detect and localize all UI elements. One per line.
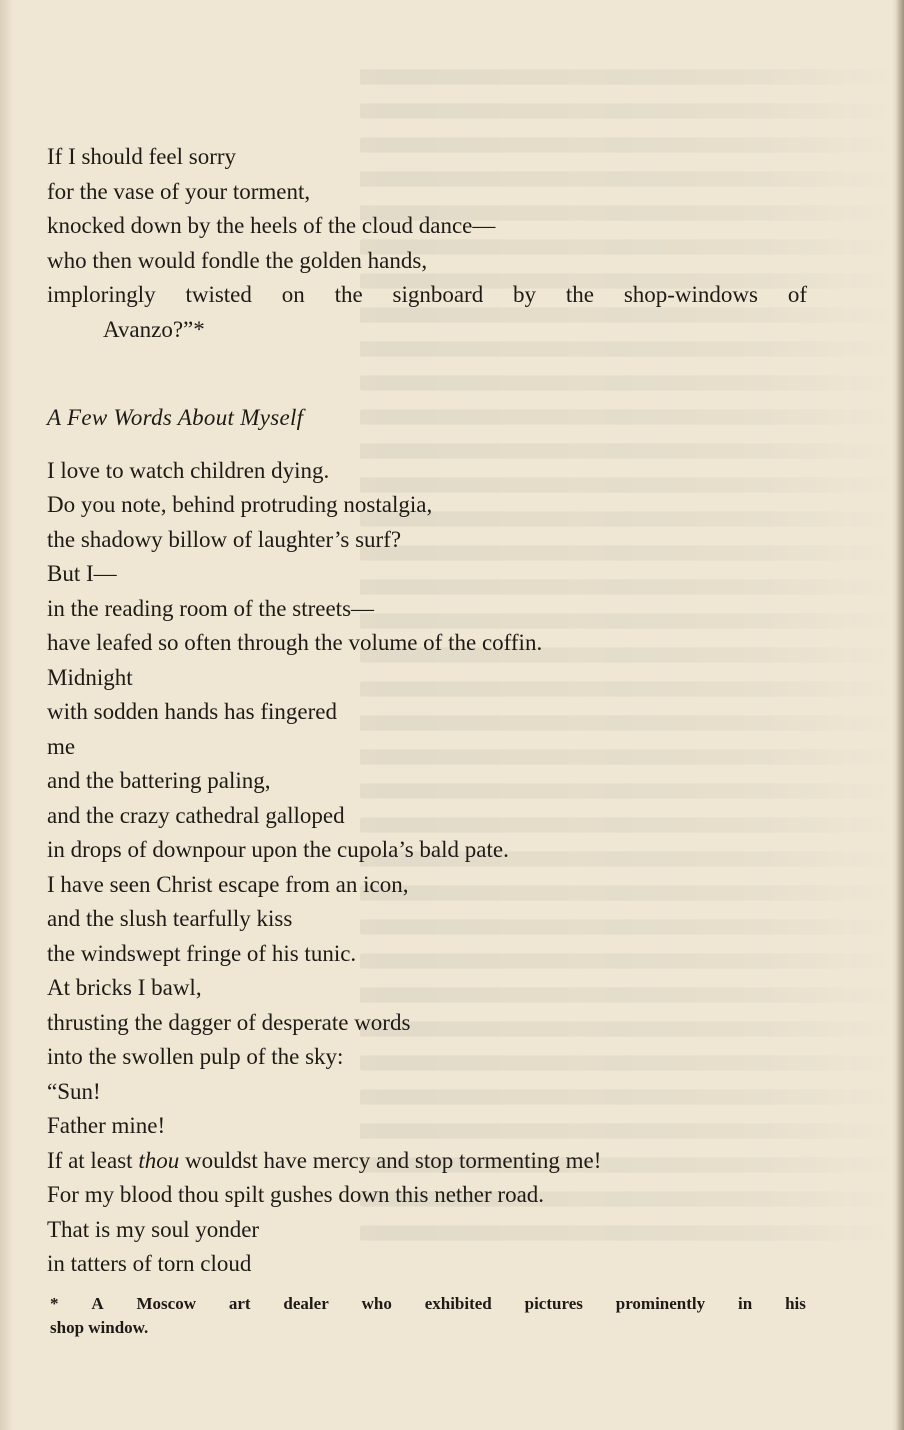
poem-line: For my blood thou spilt gushes down this nether road. (47, 1182, 545, 1207)
word: dealer (283, 1294, 329, 1313)
word: Moscow (136, 1294, 196, 1313)
word: on (281, 282, 305, 307)
footnote-line-justified (50, 1292, 806, 1316)
poem-line: “Sun! (47, 1078, 101, 1104)
poem-line: thrusting the dagger of desperate words (47, 1009, 411, 1035)
poem-line: Father mine! (47, 1113, 166, 1138)
word: prominently (615, 1294, 706, 1313)
word: the (565, 282, 594, 307)
poem-line: knocked down by the heels of the cloud dance— (47, 213, 496, 238)
poem-text (47, 140, 817, 1282)
mercy-after: wouldst have mercy and stop tormenting me! (179, 1147, 602, 1173)
poem-line: Do you note, behind protruding nostalgia, (47, 492, 433, 517)
poem-line: That is my soul yonder (47, 1216, 260, 1242)
poem-line: me (47, 733, 76, 759)
footnote (50, 1292, 810, 1340)
footnote-line: shop window. (50, 1318, 149, 1337)
page-edge (896, 0, 904, 1430)
poem-line: Midnight (47, 664, 133, 690)
word: his (785, 1294, 806, 1313)
poem-line: Avanzo?”* (103, 316, 205, 342)
poem-line: At bricks I bawl, (47, 975, 202, 1000)
word: exhibited (424, 1294, 492, 1313)
poem-line: in tatters of torn cloud (47, 1251, 252, 1276)
poem-line: But I— (47, 561, 117, 586)
poem-line: who then would fondle the golden hands, (47, 247, 428, 273)
poem-line: and the slush tearfully kiss (47, 906, 293, 931)
poem-line: the shadowy billow of laughter’s surf? (47, 526, 402, 552)
poem-line: I have seen Christ escape from an icon, (47, 871, 409, 897)
poem-line: for the vase of your torment, (47, 178, 311, 204)
section-heading: A Few Words About Myself (47, 405, 304, 430)
word: A (91, 1294, 104, 1313)
word: the (334, 282, 363, 307)
poem-line: I love to watch children dying. (47, 457, 330, 483)
word: of (787, 282, 807, 307)
poem-line: and the crazy cathedral galloped (47, 802, 345, 828)
word: signboard (392, 282, 484, 307)
poem-line: in drops of downpour upon the cupola’s bald pate. (47, 837, 509, 862)
poem-line-mercy (47, 1144, 817, 1179)
word: twisted (185, 282, 252, 307)
poem-line: and the battering paling, (47, 768, 271, 793)
word: imploringly (47, 282, 156, 307)
poem-line: the windswept fringe of his tunic. (47, 940, 357, 966)
poem-line: If I should feel sorry (47, 144, 237, 169)
word: by (513, 282, 537, 307)
word: in (738, 1294, 753, 1313)
poem-line: have leafed so often through the volume of the coffin. (47, 630, 543, 655)
word: who (361, 1294, 392, 1313)
word: art (228, 1294, 251, 1313)
mercy-emphasis: thou (138, 1147, 180, 1173)
word: pictures (524, 1294, 583, 1313)
poem-line-justified (47, 278, 807, 313)
poem-line: into the swollen pulp of the sky: (47, 1044, 344, 1069)
poem-line: with sodden hands has fingered (47, 699, 337, 724)
word: shop-windows (623, 282, 758, 307)
poem-line: in the reading room of the streets— (47, 595, 375, 621)
mercy-before: If at least (47, 1147, 139, 1173)
word: * (50, 1294, 59, 1313)
